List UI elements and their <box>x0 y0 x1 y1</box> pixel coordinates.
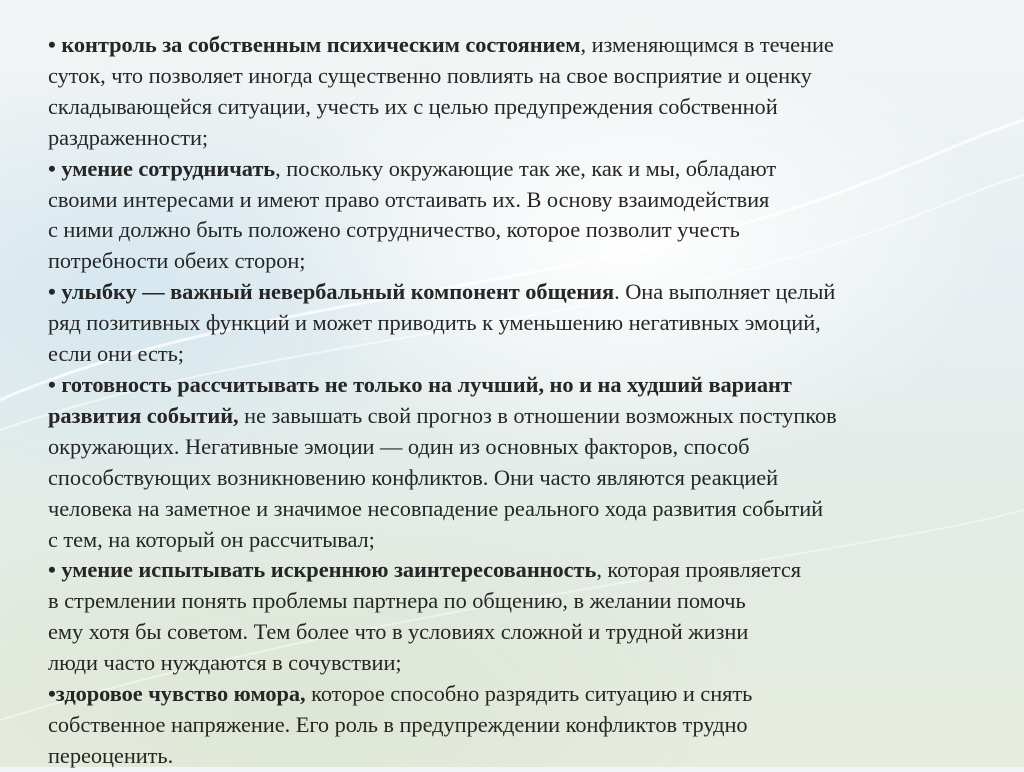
bold-text-segment: готовность рассчитывать не только на лучший, но и на худший вариант <box>61 371 792 397</box>
text-line <box>48 648 978 679</box>
text-line <box>48 277 978 308</box>
text-segment: которое способно разрядить ситуацию и снять <box>305 681 753 707</box>
text-line <box>48 741 978 772</box>
slide-text-body <box>48 30 978 772</box>
text-segment: суток, что позволяет иногда существенно повлиять на свое восприятие и оценку <box>48 62 812 88</box>
text-line <box>48 215 978 246</box>
text-segment: переоценить. <box>48 742 174 768</box>
text-segment: . Она выполняет целый <box>614 279 836 305</box>
text-line <box>48 30 978 61</box>
text-line <box>48 463 978 494</box>
text-segment: потребности обеих сторон; <box>48 248 306 274</box>
text-line <box>48 555 978 586</box>
text-segment: способствующих возникновению конфликтов. Они часто являются реакцией <box>48 464 779 490</box>
text-segment: ряд позитивных функций и может приводить к уменьшению негативных эмоций, <box>48 310 821 336</box>
text-line <box>48 339 978 370</box>
bold-text-segment: умение сотрудничать <box>61 155 276 181</box>
text-segment: , поскольку окружающие так же, как и мы, обладают <box>275 155 777 181</box>
text-line <box>48 370 978 401</box>
text-line <box>48 308 978 339</box>
text-segment: , которая проявляется <box>596 557 802 583</box>
text-line <box>48 92 978 123</box>
bold-text-segment: • <box>48 681 56 707</box>
text-line <box>48 710 978 741</box>
text-segment: ему хотя бы советом. Тем более что в условиях сложной и трудной жизни <box>48 619 749 645</box>
text-segment: своими интересами и имеют право отстаивать их. В основу взаимодействия <box>48 186 770 212</box>
text-line <box>48 123 978 154</box>
bold-text-segment: умение испытывать искреннюю заинтересованность <box>61 557 597 583</box>
bold-text-segment: улыбку — важный невербальный компонент общения <box>61 279 615 305</box>
text-line <box>48 401 978 432</box>
text-segment: человека на заметное и значимое несовпадение реального хода развития событий <box>48 495 824 521</box>
text-line <box>48 617 978 648</box>
bold-text-segment: • <box>48 155 62 181</box>
text-segment: окружающих. Негативные эмоции — один из основных факторов, способ <box>48 433 750 459</box>
text-segment: с ними должно быть положено сотрудничество, которое позволит учесть <box>48 217 740 243</box>
text-line <box>48 154 978 185</box>
text-segment: если они есть; <box>48 341 184 367</box>
text-line <box>48 494 978 525</box>
text-segment: раздраженности; <box>48 124 209 150</box>
text-segment: люди часто нуждаются в сочувствии; <box>48 650 402 676</box>
bold-text-segment: • <box>48 32 62 57</box>
bold-text-segment: контроль за собственным психическим состоянием <box>61 32 581 57</box>
text-line <box>48 679 978 710</box>
text-line <box>48 525 978 556</box>
text-segment: складывающейся ситуации, учесть их с целью предупреждения собственной <box>48 93 778 119</box>
text-segment: не завышать свой прогноз в отношении возможных поступков <box>238 402 837 428</box>
bold-text-segment: здоровое чувство юмора, <box>55 681 306 707</box>
text-line <box>48 246 978 277</box>
bold-text-segment: • <box>48 371 62 397</box>
text-line <box>48 432 978 463</box>
text-line <box>48 61 978 92</box>
text-segment: , изменяющимся в течение <box>580 32 834 57</box>
text-segment: в стремлении понять проблемы партнера по общению, в желании помочь <box>48 588 746 614</box>
bold-text-segment: • <box>48 279 62 305</box>
text-line <box>48 586 978 617</box>
text-segment: с тем, на который он рассчитывал; <box>48 526 375 552</box>
bold-text-segment: • <box>48 557 62 583</box>
text-segment: собственное напряжение. Его роль в предупреждении конфликтов трудно <box>48 711 748 737</box>
bold-text-segment: развития событий, <box>48 402 239 428</box>
text-line <box>48 185 978 216</box>
